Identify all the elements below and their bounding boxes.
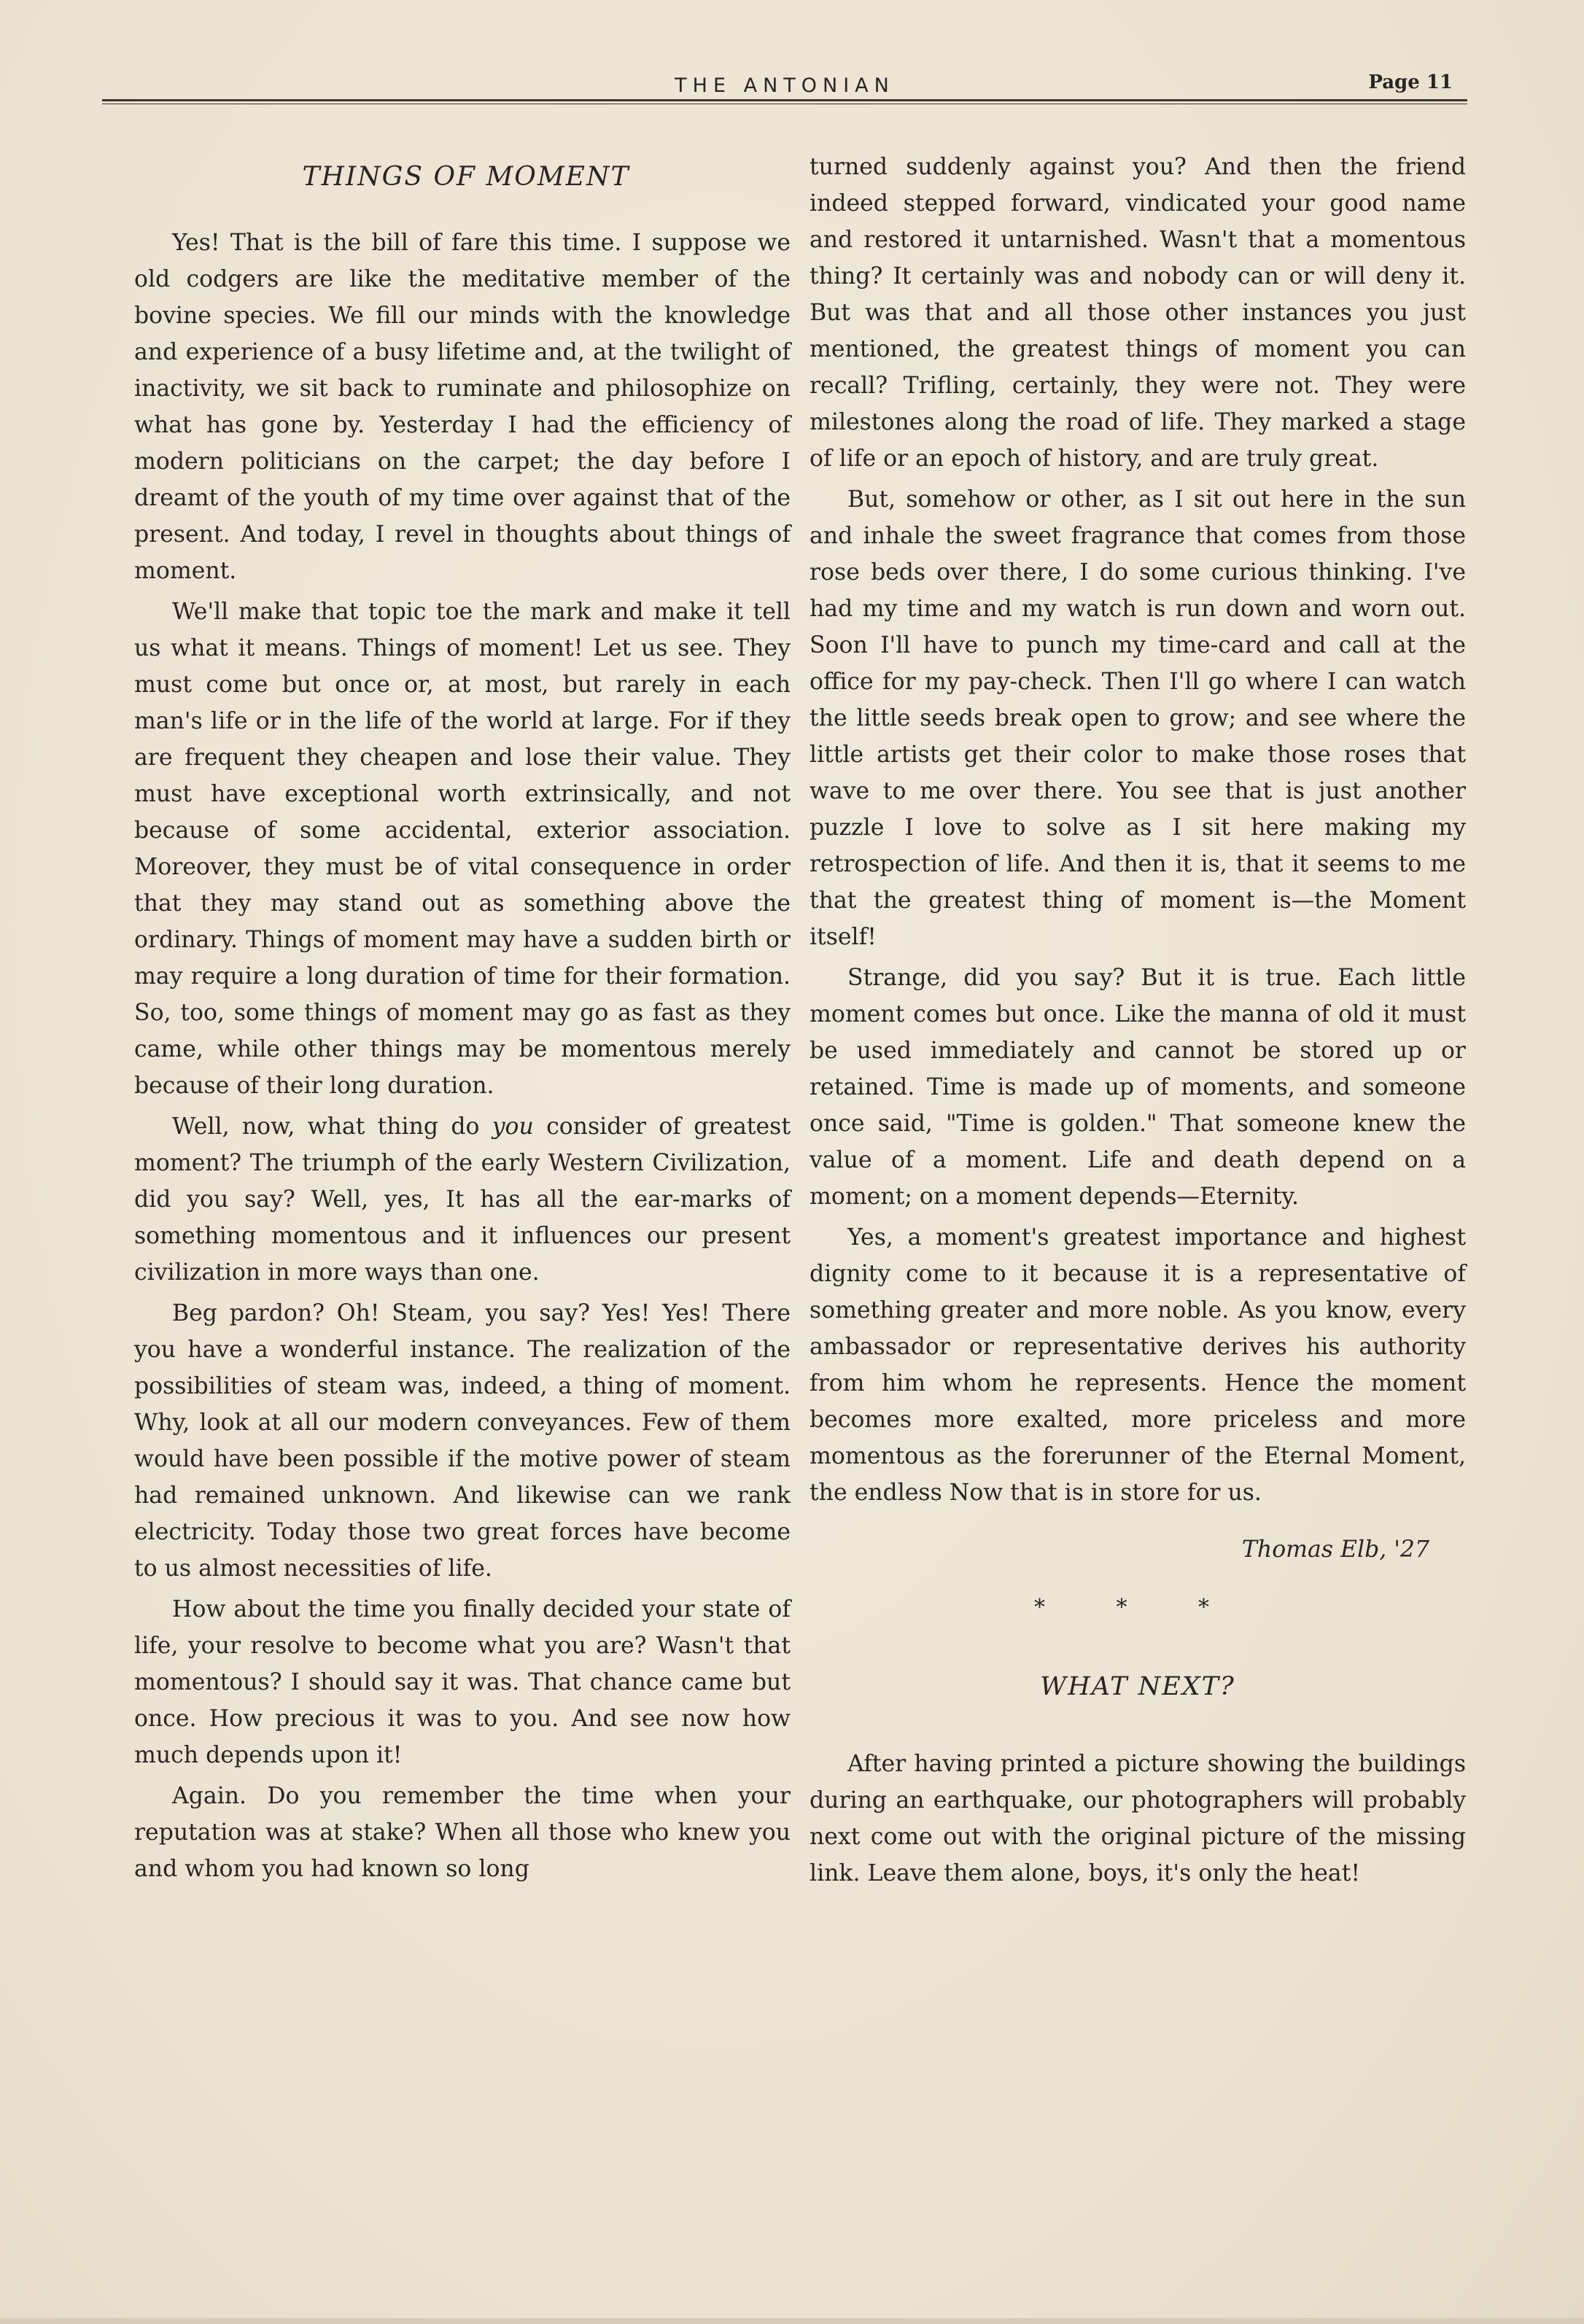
article-paragraph: Beg pardon? Oh! Steam, you say? Yes! Yes! There you have a wonderful instance. The realization of the possibilities of steam was, indeed, a thing of moment. Why, look at all our modern conveyances. Few of them would have been possible if the motive power of steam had remained unknown. And likewise can we rank electricity. Today those two great forces have become to us almost necessities of life. [134, 1300, 791, 1582]
article-paragraph: Strange, did you say? But it is true. Each little moment comes but once. Like the manna of old it must be used immediately and cannot be stored up or retained. Time is made up of moments, and someone once said, "Time is golden." That someone knew the value of a moment. Life and death depend on a moment; on a moment depends—Eternity. [810, 965, 1466, 1210]
article-paragraph: Yes, a moment's greatest importance and highest dignity come to it because it is a representative of something greater and more noble. As you know, every ambassador or representative derives his authority from him whom he represents. Hence the moment becomes more exalted, more priceless and more momentous as the forerunner of the Eternal Moment, the endless Now that is in store for us. [810, 1224, 1466, 1506]
article-title: WHAT NEXT? [1040, 1672, 1235, 1701]
header-rule [102, 99, 1467, 104]
paragraph-text: Again. Do you remember the time when your reputation was at stake? When all those who knew you and whom you had known so long [134, 1783, 791, 1882]
article-paragraph: We'll make that topic toe the mark and make it tell us what it means. Things of moment! Let us see. They must come but once or, at most, but rarely in each man's life or in the life of the world at large. For if they are frequent they cheapen and lose their value. They must have exceptional worth extrinsically, and not because of some accidental, exterior association. Moreover, they must be of vital consequence in order that they may stand out as something above the ordinary. Things of moment may have a sudden birth or may require a long duration of time for their formation. So, too, some things of moment may go as fast as they came, while other things may be momentous merely because of their long duration. [134, 599, 791, 1099]
article-paragraph [134, 1108, 791, 1291]
right-column [810, 149, 1466, 1896]
article-paragraph: How about the time you finally decided your state of life, your resolve to become what you are? Wasn't that momentous? I should say it was. That chance came but once. How precious it was to you. And see now how much depends upon it! [134, 1596, 791, 1768]
page-bottom-edge [0, 2318, 1584, 2324]
paragraph-text: Well, now, what thing do you consider of greatest moment? The triumph of the early Western Civilization, did you say? Well, yes, It has all the ear-marks of something momentous and it influences our present civilization in more ways than one. [134, 1114, 791, 1286]
section-separator: * * * [1033, 1595, 1242, 1620]
article-paragraph: But, somehow or other, as I sit out here in the sun and inhale the sweet fragrance that comes from those rose beds over there, I do some curious thinking. I've had my time and my watch is run down and worn out. Soon I'll have to punch my time-card and call at the office for my pay-check. Then I'll go where I can watch the little seeds break open to grow; and see where the little artists get their color to make those roses that wave to me over there. You see that is just another puzzle I love to solve as I sit here making my retrospection of life. And then it is, that it seems to me that the greatest thing of moment is—the Moment itself! [810, 486, 1466, 950]
article-paragraph [134, 1778, 791, 1887]
publication-title: THE ANTONIAN [675, 74, 895, 97]
article-title: THINGS OF MOMENT [302, 162, 630, 192]
author-signature: Thomas Elb, '27 [1241, 1536, 1429, 1563]
article-paragraph: After having printed a picture showing the buildings during an earthquake, our photographers will probably next come out with the original picture of the missing link. Leave them alone, boys, it's only the heat! [810, 1751, 1466, 1886]
page-number: Page 11 [1368, 71, 1453, 93]
article-paragraph: Yes! That is the bill of fare this time. I suppose we old codgers are like the meditative member of the bovine species. We fill our minds with the knowledge and experience of a busy lifetime and, at the twilight of inactivity, we sit back to ruminate and philosophize on what has gone by. Yesterday I had the efficiency of modern politicians on the carpet; the day before I dreamt of the youth of my time over against that of the present. And today, I revel in thoughts about things of moment. [134, 230, 791, 584]
page-header [102, 70, 1467, 99]
article-paragraph-continued [810, 149, 1466, 477]
left-column [134, 150, 791, 1887]
paragraph-text: turned suddenly against you? And then the friend indeed stepped forward, vindicated your good name and restored it untarnished. Wasn't that a momentous thing? It certainly was and nobody can or will deny it. But was that and all those other instances you just mentioned, the greatest things of moment you can recall? Trifling, certainly, they were not. They were milestones along the road of life. They marked a stage of life or an epoch of history, and are truly great. [810, 154, 1466, 472]
